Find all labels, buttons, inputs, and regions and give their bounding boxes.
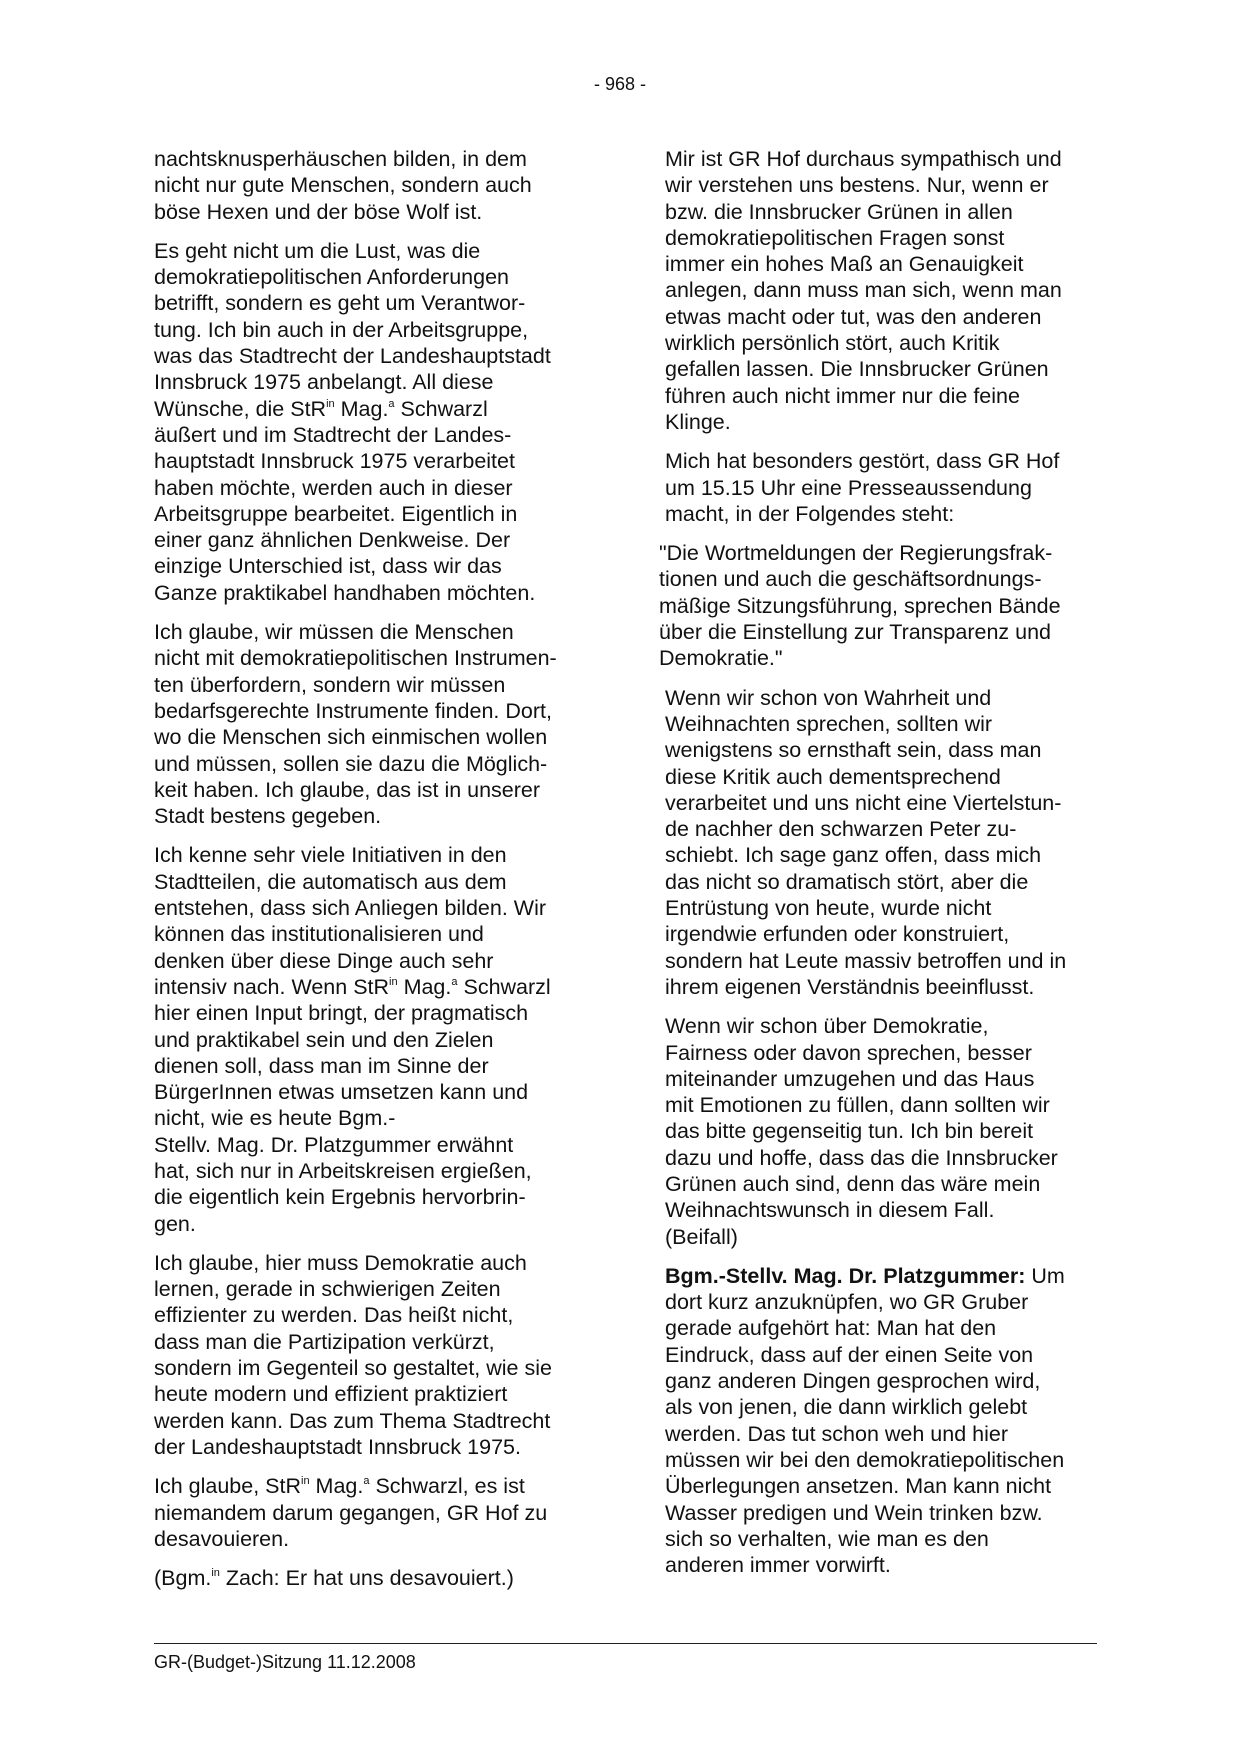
quoted-press-release: "Die Wortmeldungen der Regierungsfrak- tionen und auch die geschäftsordnungs- mäßige Sitzungsführung, sprechen Bände über die Einstellung zur Transparenz und Demokratie." <box>659 541 1061 671</box>
paragraph: Mir ist GR Hof durchaus sympathisch und wir verstehen uns bestens. Nur, wenn er bzw. die Innsbrucker Grünen in allen demokratiepolitischen Fragen sonst immer ein hohes Maß an Genauigkeit anlegen, dann muss man sich, wenn man etwas macht oder tut, was den anderen wirklich persönlich stört, auch Kritik gefallen lassen. Die Innsbrucker Grünen führen auch nicht immer nur die feine Klinge. <box>665 147 1062 434</box>
superscript: a <box>363 1475 370 1488</box>
paragraph <box>154 1473 594 1552</box>
paragraph: Wenn wir schon von Wahrheit und Weihnachten sprechen, sollten wir wenigstens so ernsthaft sein, dass man diese Kritik auch dementsprechend verarbeitet und uns nicht eine Viertelstun- de nachher den schwarzen Peter zu- schiebt. Ich sage ganz offen, dass mich das nicht so dramatisch stört, aber die Entrüstung von heute, wurde nicht irgendwie erfunden oder konstruiert, sondern hat Leute massiv betroffen und in ihrem eigenen Verständnis beeinflusst. <box>665 685 1067 999</box>
superscript: a <box>388 397 395 410</box>
text-segment: Schwarzl hier einen Input bringt, der pragmatisch und praktikabel sein und den Zielen dienen soll, dass man im Sinne der BürgerInnen etwas umsetzen kann und nicht, wie es heute Bgm.- Stellv. Mag. Dr. Platzgummer erwähnt hat, sich nur in Arbeitskreisen ergießen, die eigentlich kein Ergebnis hervorbrin- gen. <box>154 974 551 1236</box>
paragraph: Ich glaube, hier muss Demokratie auch lernen, gerade in schwierigen Zeiten effizienter zu werden. Das heißt nicht, dass man die Partizipation verkürzt, sondern im Gegenteil so gestaltet, wie sie heute modern und effizient praktiziert werden kann. Das zum Thema Stadtrecht der Landeshauptstadt Innsbruck 1975. <box>154 1250 552 1459</box>
text-segment: Zach: Er hat uns desavouiert.) <box>219 1566 514 1591</box>
text-segment: Ich kenne sehr viele Initiativen in den Stadtteilen, die automatisch aus dem entstehen, dass sich Anliegen bilden. Wir können das institutionalisieren und denken über diese Dinge auch sehr intensiv nach. Wenn StR <box>154 843 547 999</box>
interjection <box>154 1565 594 1591</box>
paragraph <box>154 842 594 1236</box>
superscript: in <box>389 975 398 988</box>
paragraph: nachtsknusperhäuschen bilden, in dem nicht nur gute Menschen, sondern auch böse Hexen und der böse Wolf ist. <box>154 147 532 224</box>
text-segment: Schwarzl, es ist niemandem darum gegangen, GR Hof zu desavouieren. <box>154 1474 548 1551</box>
text-segment: Mag. <box>334 396 389 421</box>
right-column <box>659 146 1110 1591</box>
footer-divider <box>154 1643 1097 1644</box>
speaker-name: Bgm.-Stellv. Mag. Dr. Platzgummer: <box>665 1263 1026 1288</box>
text-segment: Es geht nicht um die Lust, was die demokratiepolitischen Anforderungen betrifft, sondern es geht um Verantwor- tung. Ich bin auch in der Arbeitsgruppe, was das Stadtrecht der Landeshauptstadt Innsbruck 1975 anbelangt. All diese Wünsche, die StR <box>154 238 551 421</box>
text-segment: Mag. <box>309 1474 364 1499</box>
superscript: in <box>301 1475 310 1488</box>
paragraph: Wenn wir schon über Demokratie, Fairness oder davon sprechen, besser miteinander umzugehen und das Haus mit Emotionen zu füllen, dann sollten wir das bitte gegenseitig tun. Ich bin bereit dazu und hoffe, dass das die Innsbrucker Grünen auch sind, denn das wäre mein Weihnachtswunsch in diesem Fall. (Beifall) <box>665 1014 1058 1249</box>
paragraph <box>665 1263 1110 1579</box>
text-segment: Mag. <box>397 974 452 999</box>
superscript: in <box>326 397 335 410</box>
superscript: a <box>451 975 458 988</box>
text-segment: Schwarzl äußert und im Stadtrecht der Landes- hauptstadt Innsbruck 1975 verarbeitet haben möchte, werden auch in dieser Arbeitsgruppe bearbeitet. Eigentlich in einer ganz ähnlichen Denkweise. Der einzige Unterschied ist, dass wir das Ganze praktikabel handhaben möchten. <box>154 396 536 605</box>
paragraph: Ich glaube, wir müssen die Menschen nicht mit demokratiepolitischen Instrumen- ten überfordern, sondern wir müssen bedarfsgerechte Instrumente finden. Dort, wo die Menschen sich einmischen wollen und müssen, sollen sie dazu die Möglich- keit haben. Ich glaube, das ist in unserer Stadt bestens gegeben. <box>154 620 557 829</box>
text-segment: Um dort kurz anzuknüpfen, wo GR Gruber gerade aufgehört hat: Man hat den Eindruck, dass auf der einen Seite von ganz anderen Dingen gesprochen wird, als von jenen, die dann wirklich gelebt werden. Das tut schon weh und hier müssen wir bei den demokratiepolitischen Überlegungen ansetzen. Man kann nicht Wasser predigen und Wein trinken bzw. sich so verhalten, wie man es den anderen immer vorwirft. <box>665 1263 1065 1578</box>
footer-session-label: GR-(Budget-)Sitzung 11.12.2008 <box>154 1652 416 1672</box>
page-number: - 968 - <box>593 74 647 94</box>
paragraph <box>154 238 594 606</box>
text-segment: (Bgm. <box>154 1566 212 1591</box>
left-column <box>154 146 594 1604</box>
superscript: in <box>211 1567 220 1580</box>
paragraph: Mich hat besonders gestört, dass GR Hof um 15.15 Uhr eine Presseaussendung macht, in der Folgendes steht: <box>665 449 1060 526</box>
text-segment: Ich glaube, StR <box>154 1474 302 1499</box>
